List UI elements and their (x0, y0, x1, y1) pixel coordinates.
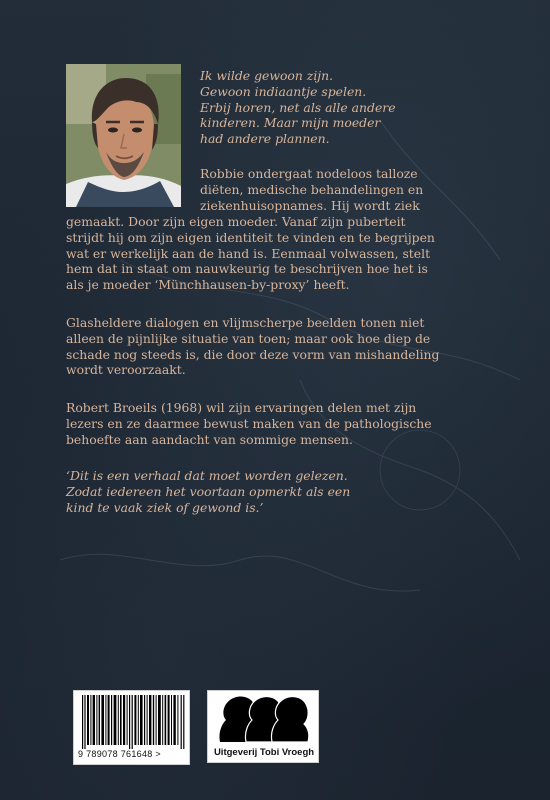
isbn-barcode (73, 690, 190, 765)
blurb-paragraph-3: Robert Broeils (1968) wil zijn ervaringen delen met zijn lezers en ze daarmee bewust maken van de pathologische behoefte aan aandacht van sommige mensen. (66, 400, 432, 447)
closing-quote: ‘Dit is een verhaal dat moet worden gelezen. Zodat iedereen het voortaan opmerkt als een kind te vaak ziek of gewond is.’ (66, 468, 351, 515)
blurb-paragraph-2: Glasheldere dialogen en vlijmscherpe beelden tonen niet alleen de pijnlijke situatie van toen; maar ook hoe diep de schade nog steeds is, die door deze vorm van mishandeling wordt veroorzaakt. (66, 315, 440, 378)
publisher-logo (207, 690, 319, 763)
blurb-paragraph-1-start: Robbie ondergaat nodeloos talloze diëten, medische behandelingen en ziekenhuisopnames. Hij wordt ziek (200, 166, 424, 213)
blurb-paragraph-1-continued: gemaakt. Door zijn eigen moeder. Vanaf zijn puberteit strijdt hij om zijn eigen identiteit te vinden en te begrijpen wat er werkelijk aan de hand is. Eenmaal volwassen, stelt hem dat in staat om nauwkeurig te beschrijven hoe het is als je moeder ‘Münchhausen-by-proxy’ heeft. (66, 214, 435, 293)
publisher-name: Uitgeverij Tobi Vroegh (213, 747, 315, 758)
barcode-bars (82, 695, 185, 749)
author-photo (66, 64, 181, 207)
isbn-number: 9 789078 761648 > (78, 749, 161, 759)
intro-quote: Ik wilde gewoon zijn. Gewoon indiaantje spelen. Erbij horen, net als alle andere kinderen. Maar mijn moeder had andere plannen. (200, 68, 396, 147)
silhouette-heads-icon (216, 694, 312, 744)
